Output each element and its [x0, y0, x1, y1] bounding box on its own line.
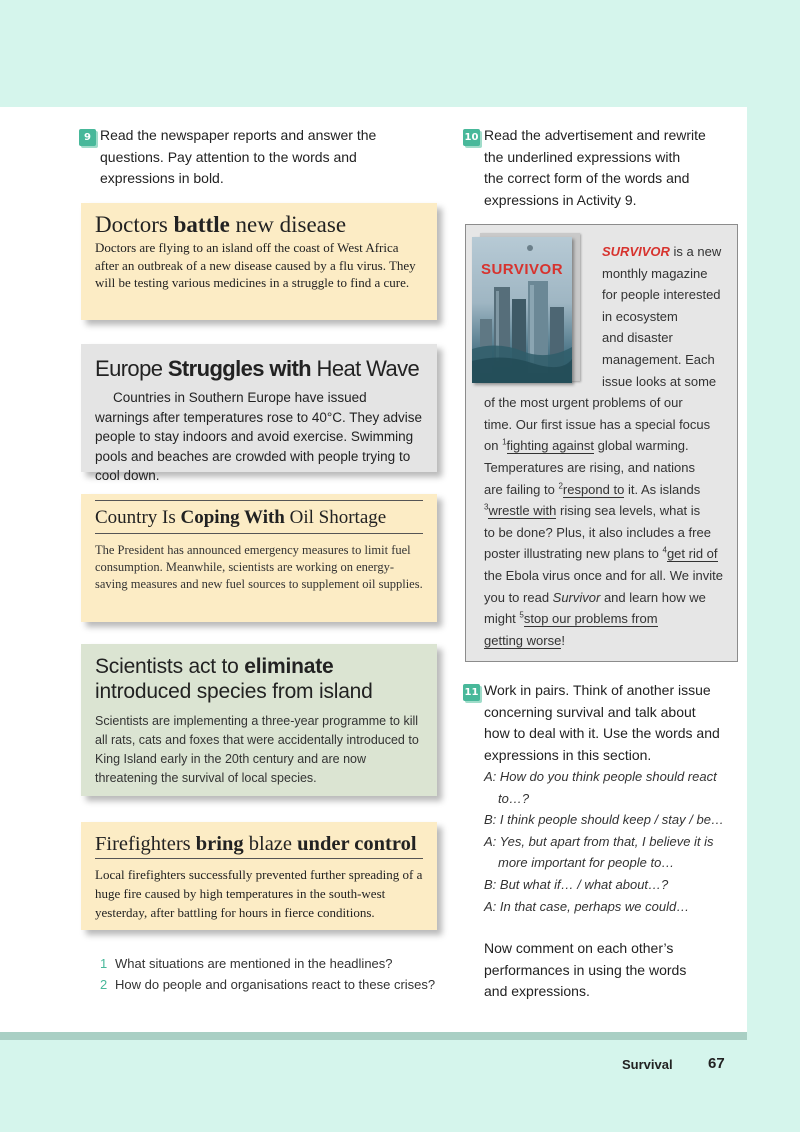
- report-body: Scientists are implementing a three-year programme to kill all rats, cats and foxes that were accidentally introduced to King Island early in the 20th century and are now threatening the survival of local species.: [95, 714, 419, 785]
- report-headline: Firefighters bring blaze under control: [95, 833, 417, 855]
- report-card-firefighters: [81, 822, 437, 930]
- bottom-band: [0, 1032, 747, 1040]
- questions-list: [100, 953, 435, 995]
- advertisement-text: SURVIVOR is a new monthly magazine for people interested in ecosystem and disaster management. Each issue looks at some of the most urgent problems of our time. Our first issue has a special focus on $^1$fighting against global warming. Temperatures are rising, and nations are failing to $^2$respond to it. As islands $^3$wrestle with rising sea levels, what is to be done? Plus, it also includes a free poster illustrating new plans to $^4$get rid of the Ebola virus once and for all. We invite you to read Survivor and learn how we might $^5$stop our problems from getting worse!: [484, 244, 723, 648]
- underlined-expression-3: wrestle with: [488, 503, 557, 519]
- report-card-heatwave: [81, 344, 437, 483]
- report-headline: Doctors battle new disease: [95, 212, 347, 237]
- report-body: Doctors are flying to an island off the coast of West Africa after an outbreak of a new disease caused by a flu virus. They will be testing various medicines in a struggle to find a cure.: [95, 240, 416, 290]
- report-body: The President has announced emergency measures to limit fuel consumption. Meanwhile, scientists are working on energy-saving measures and new fuel sources to supplement oil supplies.: [95, 543, 423, 591]
- advertisement-box: [465, 224, 738, 662]
- sample-dialogue: A: How do you think people should react to…? B: I think people should keep / stay / be… A: Yes, but apart from that, I believe it is more important for people to… B: But what if… / what about…? A: In that case, perhaps we could…: [484, 769, 724, 914]
- report-headline: Scientists act to eliminate introduced species from island: [95, 655, 373, 703]
- headline-rule: [95, 533, 423, 534]
- underlined-expression-5-cont: getting worse: [484, 632, 562, 648]
- report-body: Local firefighters successfully prevented further spreading of a huge fire caused by high temperatures in the south-west yesterday, after battling for hours in fierce conditions.: [95, 867, 423, 920]
- underlined-expression-5: stop our problems from: [523, 611, 658, 627]
- question-item: 1 What situations are mentioned in the headlines?: [100, 956, 393, 971]
- underlined-expression-2: respond to: [562, 481, 625, 497]
- report-card-oil: [81, 494, 437, 622]
- report-body: Countries in Southern Europe have issued warnings after temperatures rose to 40°C. They advise people to stay indoors and avoid exercise. Swimming pools and beaches are crowded with people trying to cool down.: [95, 390, 423, 483]
- headline-rule: [95, 500, 423, 501]
- report-headline: Europe Struggles with Heat Wave: [95, 356, 420, 381]
- report-card-scientists: [81, 644, 437, 796]
- footer-section-label: Survival: [622, 1057, 673, 1072]
- report-headline: Country Is Coping With Oil Shortage: [95, 507, 387, 528]
- activity-9-instruction: Read the newspaper reports and answer the questions. Pay attention to the words and expressions in bold.: [100, 127, 377, 186]
- underlined-expression-1: fighting against: [506, 438, 594, 454]
- question-item: 2 How do people and organisations react to these crises?: [100, 977, 436, 992]
- activity-11-instruction: Work in pairs. Think of another issue concerning survival and talk about how to deal with it. Use the words and expressions in this section.: [484, 682, 720, 763]
- headline-rule: [95, 858, 423, 859]
- magazine-title: SURVIVOR: [480, 261, 564, 278]
- page-number: 67: [708, 1055, 725, 1072]
- comment-instruction: Now comment on each other’s performances in using the words and expressions.: [484, 940, 687, 1000]
- report-card-doctors: [81, 203, 437, 320]
- activity-10-badge: 10: [463, 129, 480, 146]
- activity-10-instruction: Read the advertisement and rewrite the underlined expressions with the correct form of the words and expressions in Activity 9.: [484, 127, 706, 208]
- activity-9-badge: 9: [79, 129, 96, 146]
- underlined-expression-4: get rid of: [666, 546, 718, 562]
- activity-11-badge: 11: [463, 684, 480, 701]
